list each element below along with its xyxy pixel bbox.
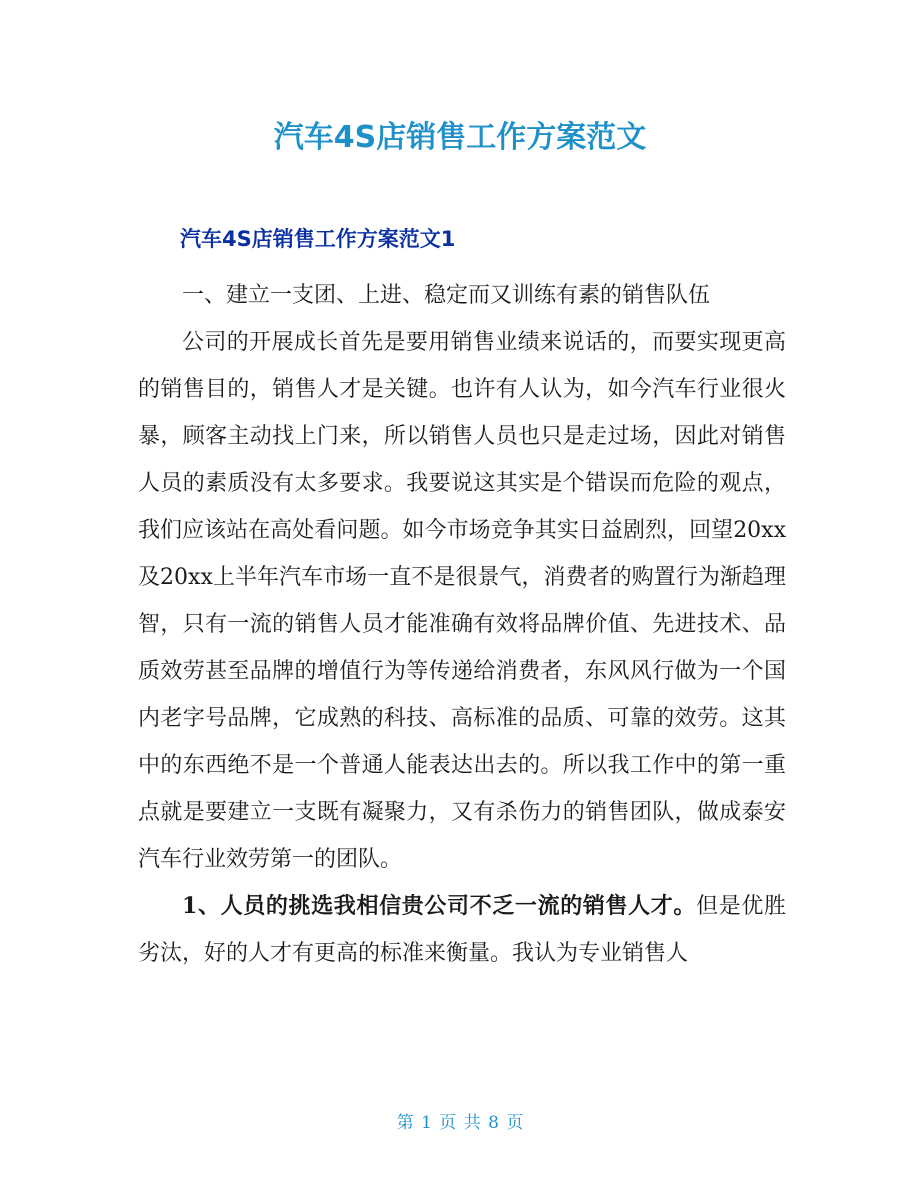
section-subtitle: 汽车4S店销售工作方案范文1 — [180, 227, 456, 251]
body-paragraph-1: 公司的开展成长首先是要用销售业绩来说话的，而要实现更高的销售目的，销售人才是关键。也许有人认为，如今汽车行业很火暴，顾客主动找上门来，所以销售人员也只是走过场，因此对销售人员的素质没有太多要求。我要说这其实是个错误而危险的观点，我们应该站在高处看问题。如今市场竞争其实日益剧烈，回望20xx及20xx上半年汽车市场一直不是很景气，消费者的购置行为渐趋理智，只有一流的销售人员才能准确有效将品牌价值、先进技术、品质效劳甚至品牌的增值行为等传递给消费者，东风风行做为一个国内老字号品牌，它成熟的科技、高标准的品质、可靠的效劳。这其中的东西绝不是一个普通人能表达出去的。所以我工作中的第一重点就是要建立一支既有凝聚力，又有杀伤力的销售团队，做成泰安汽车行业效劳第一的团队。 — [138, 330, 786, 872]
page-footer: 第 1 页 共 8 页 — [396, 1113, 524, 1133]
paragraph-2-rest: 但是优胜劣汰，好的人才有更高的标准来衡量。我认为专业销售人 — [138, 894, 786, 966]
body-paragraph-2 — [138, 883, 786, 977]
document-title: 汽车4S店销售工作方案范文 — [273, 120, 647, 155]
section-heading: 一、建立一支团、上进、稳定而又训练有素的销售队伍 — [182, 283, 711, 308]
document-body — [138, 272, 786, 977]
paragraph-2-bold-lead: 1、人员的挑选我相信贵公司不乏一流的销售人才。 — [182, 893, 697, 919]
